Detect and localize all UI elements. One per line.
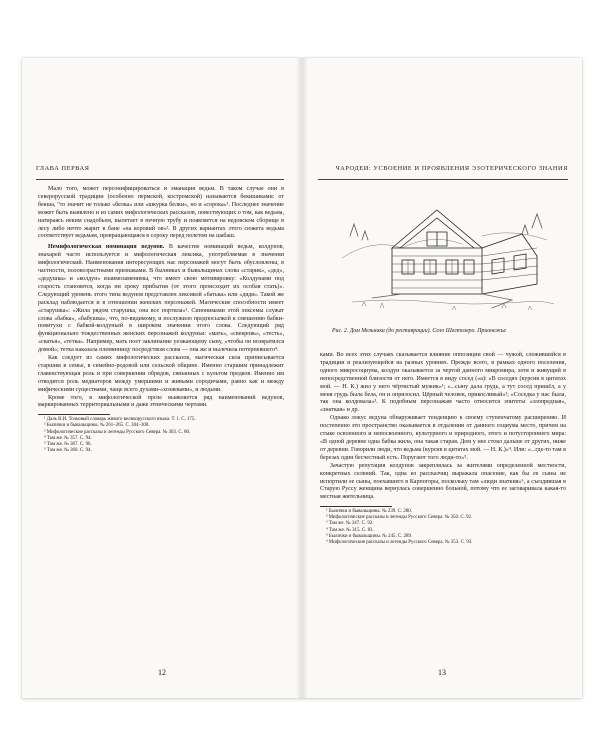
right-footnote-1: ¹ Былички и бывальщины. № 239. С. 280. xyxy=(326,509,412,515)
right-footnote-5: ⁵ Былички и бывальщины. № 245. С. 289. xyxy=(326,533,413,539)
right-footnote-4: ⁴ Там же. № 315. С. 83. xyxy=(326,527,374,533)
right-footnotes xyxy=(320,509,566,546)
right-body-text xyxy=(320,352,566,546)
book-spread xyxy=(22,58,582,698)
footnote-rule-left xyxy=(38,414,110,415)
left-paragraph-4: Кроме того, в мифологической прозе выявляется ряд наименований ведунов, маркированных территориальными и даже этническими чертами. xyxy=(38,394,284,409)
page-number-left: 12 xyxy=(158,668,166,677)
left-footnote-1: ¹ Даль В.И. Толковый словарь живого великорусского языка. Т. 1. С. 175. xyxy=(44,417,196,423)
left-body-text xyxy=(38,186,284,454)
left-footnotes xyxy=(38,417,284,454)
left-footnote-2: ² Былички и бывальщины. № 261–265. С. 304–308. xyxy=(44,423,150,429)
right-paragraph-3: Зачастую репутация колдунов закреплялась за жителями определенной местности, конкретных селений. Так, одна из рассказчиц выражала опасение, как бы ее сыны не испортили ее сыны, поехавшего в Карпогоры, поскольку там «люди знаткия»⁶, а съездившая в Старую Руссу женщина вернулась совершенно больной, потому что ее заговаривала какая-то местная жительница. xyxy=(320,462,566,501)
left-paragraph-1: Мало того, может персонифицироваться и эманация ведьм. В таком случае они в северорусской традиции (особенно пермской, костромской) называются бекишиками: от бекша, "то значит не только «белка» или «шкурка белки», но и «сорока»¹. Последнее значение может быть выявлено и из самих мифологических рассказов, повествующих о том, как ведьма, натираясь неким снадобьем, вылетает в печную трубу и появляется на ведовском сборище в лесу либо нечто жарит в бане «на коровий ов»². В других вариантах этого сюжета ведьма соответствует ведьмам, превращающаяся в сороку перед полетом на шабаш. xyxy=(38,186,284,240)
footnote-rule-right xyxy=(320,506,392,507)
right-footnote-2: ² Мифологические рассказы и легенды Русского Севера. № 350. С. 92. xyxy=(326,515,473,521)
left-paragraph-2 xyxy=(38,244,284,355)
right-footnote-3: ³ Там же. № 347. С. 92. xyxy=(326,521,374,527)
page-number-right: 13 xyxy=(438,668,446,677)
left-footnote-6: ⁶ Там же. № 360. С. 94. xyxy=(44,447,92,453)
figure-caption: Рис. 2. Дом Мельника (до реставрации). Село Шелтозеро. Прионежье xyxy=(332,328,507,334)
right-paragraph-1: ками. Во всех этих случаях сказывается влияние оппозиции свой — чужой, сложившейся в традиции и реализующейся на разных уровнях. Прежде всего, в рамках одного поселения, одного микросоциума, колдун оказывается за чертой данного микромира, хотя и живущий в непосредственной близости от него. Имеется в виду сосед («а): «В соседях (курсив в цитатах мой. — Н. К.) жил у него чёртистый мужик»¹; «...сыну дала грудь, а тут сосед пришёл, а у меня грудь была бела, он и опризосил. Цёрный человек, прикосливый»²; «Соседка у нас была, так она колдовала»³. К подобным персонажам часто относится эпитеты «злопредная», «знаткая» и др. xyxy=(320,352,566,414)
right-footnote-6: ⁶ Мифологические рассказы и легенды Русского Севера. № 353. С. 93. xyxy=(326,539,473,545)
section-subhead: Немифологическая номинация ведунов. xyxy=(48,244,165,251)
left-paragraph-2-text: В качестве номинаций ведьм, колдунов, знахарей часто используется и мифологическая лексика, употребляемая в значении мифологический. Наименования интересующих нас персонажей могут быть обусловлены, в частности, половозрастными признаками. В былинках и бывальщинах слова «старик», «дед», «дедушка» и «колдун» взаимозаменимы, что имеет свою мотивировку: «Колдунами под старость становятся, когда ни сроку прибытия (от этого происходит их особая стать)». Следующий уровень этого типа ведунов представлен лексикой «батька» или «дядя». Такой же расклад наблюдается и в отношении женских персонажей. Магические способности имеет «старушка»: «Жила рядом старушка, она все портила»³. Синонимами этой лексемы служат слова «бабка», «бабушка», что, по-видимому, и послужило предпосылкой к смешению бабки-повитухи с бабкой-колдуньей в широком значении этого слова. Следующий ряд функционально тождественных женских персонажей колдуньи: «мать», «свекровь», «тесть», «сватья», «тетка». Например, мать поет заклинание уезжающему сыну, «чтобы он возвратился домой»; тетка наказала племянницу посредством слова — она же и вылечила потерпевшего⁴. xyxy=(38,244,285,354)
left-page xyxy=(22,58,302,698)
running-head-left: ГЛАВА ПЕРВАЯ xyxy=(36,165,284,180)
left-paragraph-3: Как следует из самих мифологических рассказов, магическая сила приписывается старшим в семье, в семейно-родовой или сельской общине. Именно старшим принадлежит главенствующая роль и при совершении обрядов, связанных с культом предков. Именно им отводится роль медиаторов между умершими и живыми сородичами, равно как и между мифическими существами, чаще всего духами-«хозяевами», и людьми. xyxy=(38,355,284,393)
left-footnote-5: ⁵ Там же. № 367. С. 96. xyxy=(44,441,92,447)
left-footnote-3: ³ Мифологические рассказы и легенды Русского Севера. № 303. С. 80. xyxy=(44,429,191,435)
right-paragraph-2: Однако локус ведуна обнаруживает тенденцию к своему ступенчатому расширению. И постепенно это пространство оказывается в отдалении от данного социума место, причем на стыке освоенного и непосвоенного, культурного и природного, этого и потустороннего мира: «В одной деревне одна бабка жила, она такая старая. Дом у нее стоял дальше от других, ниже от деревни. Говорили люди, что ведьма (курсив в цитатах мой. — Н. К.)»⁴. Или: «...где-то там в березах один бесчестный есть. Поругают того люди-то»⁵. xyxy=(320,415,566,461)
running-head-right: ЧАРОДЕИ: УСВОЕНИЕ И ПРОЯВЛЕНИЯ ЭЗОТЕРИЧЕСКОГО ЗНАНИЯ xyxy=(318,165,568,180)
house-illustration xyxy=(332,198,562,326)
right-page xyxy=(302,58,582,698)
left-footnote-4: ⁴ Там же. № 357. С. 94. xyxy=(44,435,92,441)
